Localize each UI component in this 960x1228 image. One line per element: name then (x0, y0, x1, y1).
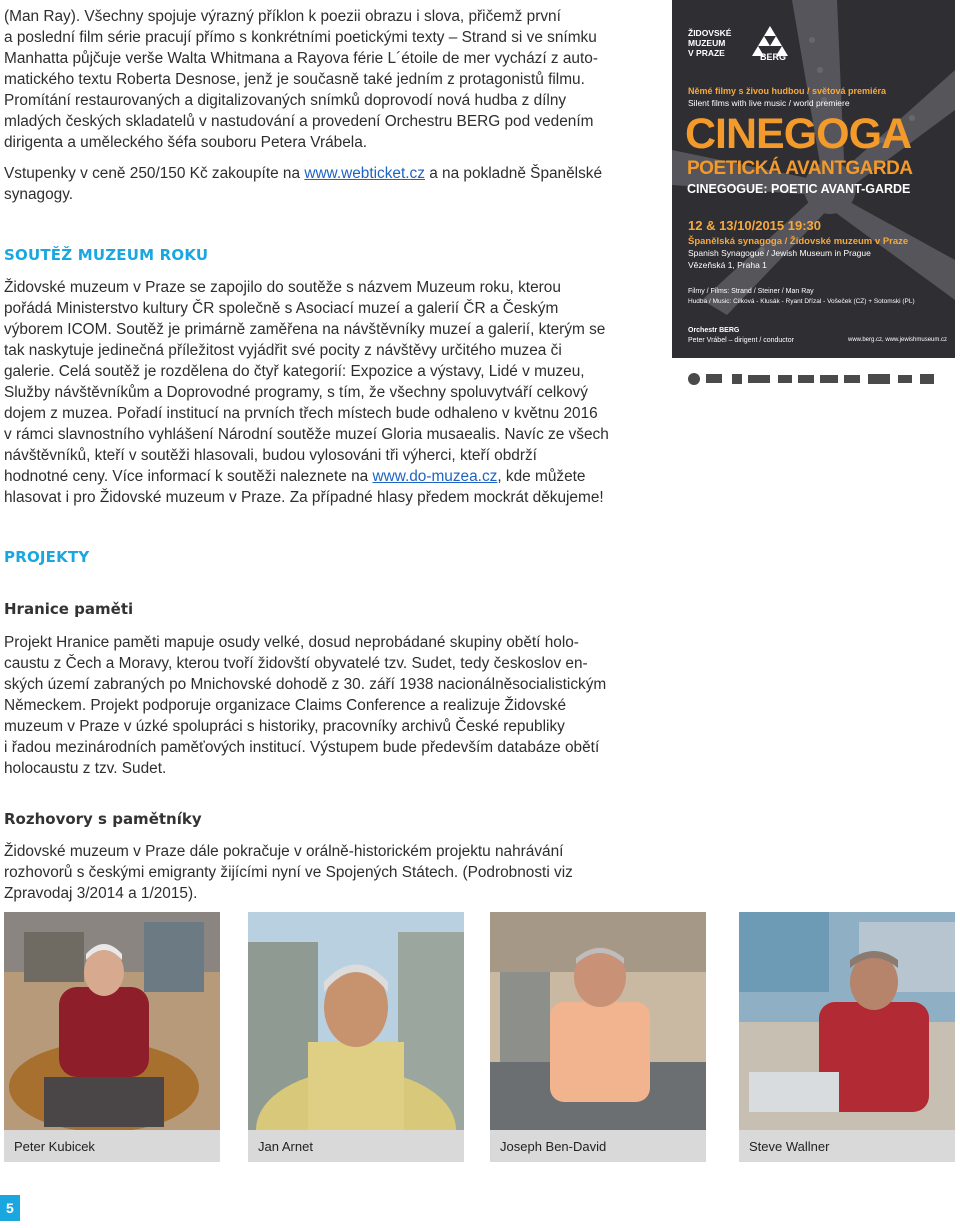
partner-logo-icon (688, 373, 700, 385)
poster-films: Filmy / Films: Strand / Steiner / Man Ray (688, 288, 814, 295)
hranice-line: muzeum v Praze v úzké spolupráci s historiky, pracovníky archivů České republiky (4, 718, 565, 735)
hranice-line: ských území zabraných po Mnichovské dohodě z 30. září 1938 nacionálněsocialistickým (4, 676, 607, 693)
contest-heading: SOUTĚŽ MUZEUM ROKU (4, 246, 209, 264)
contest-line: dojem z muzea. Pořadí institucí na prvních třech místech bude odhaleno v květnu 2016 (4, 405, 598, 422)
poster-venue-cz: Španělská synagoga / Židovské muzeum v Praze (688, 236, 909, 247)
jewish-museum-logo: ŽIDOVSKÉ MUZEUM V PRAZE (688, 28, 732, 58)
sponsor-logos (688, 372, 938, 386)
contest-line: Židovské muzeum v Praze se zapojilo do soutěže s názvem Muzeum roku, kterou (4, 279, 561, 296)
caption-peter-kubicek: Peter Kubicek (4, 1130, 220, 1162)
photo-peter-kubicek (4, 912, 220, 1130)
poster-orchestra: Orchestr BERG (688, 327, 740, 334)
hranice-line: i řadou mezinárodních paměťových institucí. Výstupem bude především databáze obětí (4, 739, 600, 756)
contest-line: hodnotné ceny. Více informací k soutěži naleznete na www.do-muzea.cz, kde můžete (4, 468, 586, 485)
poster-title-2: POETICKÁ AVANTGARDA (687, 158, 913, 179)
intro-line: Manhatta půjčuje verše Walta Whitmana a Rayova férie L´étoile de mer vychází z auto- (4, 50, 598, 67)
poster-venue-en: Spanish Synagogue / Jewish Museum in Prague (688, 248, 871, 258)
intro-line: mladých českých skladatelů v nastudování a provedení Orchestru BERG pod vedením (4, 113, 594, 130)
projects-heading: PROJEKTY (4, 548, 90, 566)
poster-web: www.berg.cz, www.jewishmuseum.cz (848, 337, 948, 343)
caption-jan-arnet: Jan Arnet (248, 1130, 464, 1162)
contest-line: galerie. Celá soutěž je rozdělena do čtyř kategorií: Expozice a výstavy, Lidé v muzeu, (4, 363, 585, 380)
intro-line: a poslední film série pracují přímo s konkrétními poetickými texty – Strand si ve snímku (4, 29, 597, 46)
contest-line: v rámci slavnostního vyhlášení Národní soutěže muzeí Gloria musaealis. Navíc ze všech (4, 426, 609, 443)
poster-title-3: CINEGOGUE: POETIC AVANT-GARDE (687, 182, 911, 196)
poster-music: Hudba / Music: Cilková - Klusák - Ryant Dřízal - Vošeček (CZ) + Sotomski (PL) (688, 298, 915, 305)
caption-joseph-ben-david: Joseph Ben-David (490, 1130, 706, 1162)
intro-line: Promítání restaurovaných a digitalizovaných snímků doprovodí nová hudba z dílny (4, 92, 567, 109)
berg-logo-text: BERG (760, 52, 787, 62)
hranice-line: caustu z Čech a Moravy, kterou tvoří židovští obyvatelé tzv. Sudet, tedy českoslov en- (4, 655, 588, 672)
rozhovory-line: rozhovorů s českými emigranty žijícími nyní ve Spojených Státech. (Podrobnosti viz (4, 864, 573, 881)
intro-line: (Man Ray). Všechny spojuje výrazný příklon k poezii obrazu i slova, přičemž první (4, 8, 561, 25)
poster-address: Vězeňská 1, Praha 1 (688, 260, 767, 270)
hranice-heading: Hranice paměti (4, 600, 134, 618)
webticket-link[interactable]: www.webticket.cz (304, 165, 425, 182)
hranice-line: Projekt Hranice paměti mapuje osudy velké, dosud neprobádané skupiny obětí holo- (4, 634, 579, 651)
contest-line: výborem ICOM. Soutěž je primárně zaměřena na návštěvníky muzeí a galerií, kterým se (4, 321, 606, 338)
poster-subtitle-en: Silent films with live music / world premiere (688, 98, 850, 108)
tickets-line-2: synagogy. (4, 186, 74, 203)
hranice-line: Německem. Projekt podporuje organizace Claims Conference a realizuje Židovské (4, 697, 567, 714)
poster-title: CINEGOGA (685, 110, 912, 158)
do-muzea-link[interactable]: www.do-muzea.cz (372, 468, 498, 485)
caption-steve-wallner: Steve Wallner (739, 1130, 955, 1162)
intro-line: matického textu Roberta Desnose, jenž je současně také jedním z protagonistů filmu. (4, 71, 585, 88)
contest-line: pořádá Ministerstvo kultury ČR společně s Asociací muzeí a galerií ČR a Českým (4, 300, 559, 317)
rozhovory-heading: Rozhovory s pamětníky (4, 810, 202, 828)
photo-jan-arnet (248, 912, 464, 1130)
contest-line: návštěvníků, kteří v soutěži hlasovali, budou vylosováni tři výherci, kteří obdrží (4, 447, 537, 464)
photo-joseph-ben-david (490, 912, 706, 1130)
rozhovory-line: Zpravodaj 3/2014 a 1/2015). (4, 885, 198, 902)
page-number: 5 (0, 1195, 20, 1221)
intro-line: dirigenta a uměleckého šéfa souboru Petera Vrábela. (4, 134, 368, 151)
contest-line: tak naskytuje jedinečná příležitost vyjádřit své pocity z návštěvy určitého muzea či (4, 342, 562, 359)
rozhovory-line: Židovské muzeum v Praze dále pokračuje v orálně-historickém projektu nahrávání (4, 843, 564, 860)
poster-conductor: Peter Vrábel – dirigent / conductor (688, 337, 794, 344)
hranice-line: holocaustu z tzv. Sudet. (4, 760, 167, 777)
cinegoga-poster (672, 0, 955, 358)
contest-line: Služby návštěvníkům a Doprovodné programy, s tím, že všechny spoluvytváří celkový (4, 384, 588, 401)
poster-subtitle-cz: Němé filmy s živou hudbou / světová premiéra (688, 86, 887, 96)
tickets-line: Vstupenky v ceně 250/150 Kč zakoupíte na www.webticket.cz a na pokladně Španělské (4, 165, 603, 182)
contest-line: hlasovat i pro Židovské muzeum v Praze. Za případné hlasy předem mockrát děkujeme! (4, 489, 604, 506)
poster-date: 12 & 13/10/2015 19:30 (688, 218, 821, 233)
photo-steve-wallner (739, 912, 955, 1130)
